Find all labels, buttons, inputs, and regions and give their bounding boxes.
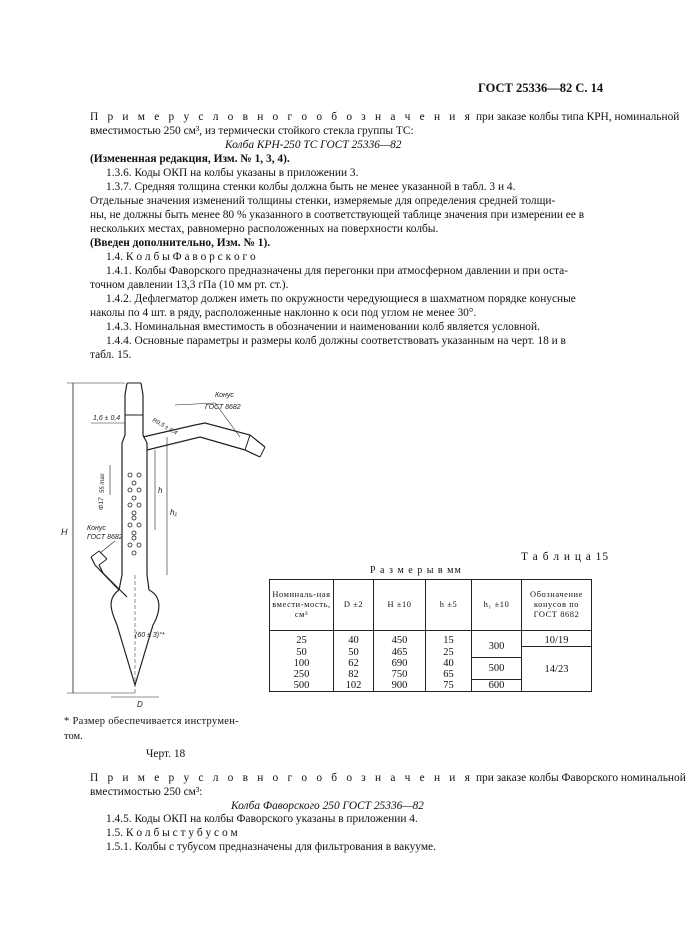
table-cell: 500 (472, 658, 522, 680)
table-cell: 25 (426, 647, 472, 658)
clause-1-3-7: 1.3.7. Средняя толщина стенки колбы должна быть не менее указанной в табл. 3 и 4. (106, 181, 516, 193)
table-cell: 250 (270, 669, 334, 680)
clause-1-4-4: 1.4.4. Основные параметры и размеры колб должны соответствовать указанным на черт. 18 и в (106, 335, 566, 347)
table-cell: 450 (374, 631, 426, 647)
table-cell: 40 (426, 658, 472, 669)
table-row (270, 647, 592, 658)
table-cell: 50 (270, 647, 334, 658)
text-line: Отдельные значения изменений толщины стенки, измеряемые для определения средней толщи- (90, 195, 556, 207)
example-label: П р и м е р у с л о в н о г о о б о з н а ч е н и я (90, 111, 474, 123)
table-cell: 40 (334, 631, 374, 647)
amendment-note: (Введен дополнительно, Изм. № 1). (90, 237, 271, 249)
designation-example: Колба КРН-250 ТС ГОСТ 25336—82 (225, 139, 402, 151)
dim-r05-label: R0,5 ± 0,4 (151, 417, 178, 437)
section-heading-1-4: 1.4. К о л б ы Ф а в о р с к о г о (106, 251, 256, 263)
table-cell: 82 (334, 669, 374, 680)
table-cell: 62 (334, 658, 374, 669)
table-cell: 75 (426, 680, 472, 692)
dim-h-label: h (158, 486, 163, 495)
table-cell: 900 (374, 680, 426, 692)
table-cell: 750 (374, 669, 426, 680)
col-header-H: H ±10 (374, 580, 426, 631)
text-line: вместимостью 250 см³: (90, 786, 203, 798)
clause-1-4-2: 1.4.2. Дефлегматор должен иметь по окружности чередующиеся в шахматном порядке конусные (106, 293, 576, 305)
table-cell: 500 (270, 680, 334, 692)
dim-D-label: D (137, 700, 143, 709)
text-line: точном давлении 13,3 гПа (10 мм рт. ст.). (90, 279, 289, 291)
text-line: наколы по 4 шт. в ряду, расположенные наклонно к оси под углом не менее 30°. (90, 307, 477, 319)
favorsky-flask-drawing (55, 375, 275, 710)
table-cell: 25 (270, 631, 334, 647)
section-heading-1-5: 1.5. К о л б ы с т у б у с о м (106, 827, 238, 839)
footnote: * Размер обеспечивается инструмен- (64, 716, 239, 727)
table-cell: 102 (334, 680, 374, 692)
text-line: нескольких местах, равномерно расположенных на поверхности колбы. (90, 223, 439, 235)
clause-1-4-5: 1.4.5. Коды ОКП на колбы Фаворского указаны в приложении 4. (106, 813, 418, 825)
example-label: П р и м е р у с л о в н о г о о б о з н а ч е н и я (90, 772, 474, 784)
dim-h1-label: h₁ (170, 508, 177, 517)
table-cell: 690 (374, 658, 426, 669)
dim-phi17-label: Φ17 (98, 497, 105, 510)
table-cell: 465 (374, 647, 426, 658)
figure-caption: Черт. 18 (146, 748, 186, 760)
example-text: при заказе колбы Фаворского номинальной (475, 772, 686, 784)
text-line: табл. 15. (90, 349, 132, 361)
dim-1-6-label: 1,6 ± 0,4 (93, 415, 121, 422)
table-15 (269, 579, 592, 692)
table-cell: 300 (472, 631, 522, 658)
amendment-note: (Измененная редакция, Изм. № 1, 3, 4). (90, 153, 290, 165)
col-header-capacity: Номиналь-ная вмести-мость, см³ (270, 580, 334, 631)
col-header-h: h ±5 (426, 580, 472, 631)
dim-H-label: H (61, 527, 68, 537)
example-heading (90, 111, 679, 124)
table-cell: 100 (270, 658, 334, 669)
cone-label-top: Конус (215, 392, 234, 399)
table-cell: 15 (426, 631, 472, 647)
cone-label-top-std: ГОСТ 8682 (205, 404, 241, 411)
table-cell: 14/23 (522, 647, 592, 692)
clause-1-4-1: 1.4.1. Колбы Фаворского предназначены для перегонки при атмосферном давлении и при оста- (106, 265, 569, 277)
table-cell: 65 (426, 669, 472, 680)
text-line: вместимостью 250 см³, из термически стойкого стекла группы ТС: (90, 125, 414, 137)
footnote-cont: том. (64, 731, 83, 742)
clause-1-5-1: 1.5.1. Колбы с тубусом предназначены для фильтрования в вакууме. (106, 841, 436, 853)
dim-angle-label: (60 ± 3)°* (135, 632, 165, 639)
text-line: ны, не должны быть менее 80 % указанного в соответствующей таблице значения при измерении ее в (90, 209, 585, 221)
clause-1-3-6: 1.3.6. Коды ОКП на колбы указаны в приложении 3. (106, 167, 359, 179)
cone-label-left-std: ГОСТ 8682 (87, 534, 123, 541)
table-title: Т а б л и ц а 15 (521, 551, 610, 563)
example-text: при заказе колбы типа КРН, номинальной (475, 111, 680, 123)
table-row (270, 631, 592, 647)
table-subtitle: Р а з м е р ы в мм (370, 565, 462, 576)
col-header-cone: Обозначение конусов по ГОСТ 8682 (522, 580, 592, 631)
clause-1-4-3: 1.4.3. Номинальная вместимость в обозначении и наименовании колб является условной. (106, 321, 540, 333)
col-header-D: D ±2 (334, 580, 374, 631)
table-cell: 600 (472, 680, 522, 692)
table-cell: 50 (334, 647, 374, 658)
dim-55-label: 55 max (100, 473, 106, 493)
table-cell: 10/19 (522, 631, 592, 647)
page-header: ГОСТ 25336—82 С. 14 (478, 81, 604, 95)
designation-example: Колба Фаворского 250 ГОСТ 25336—82 (231, 800, 424, 812)
example-heading (90, 772, 686, 785)
col-header-h1: h₁ ±10 (472, 580, 522, 631)
cone-label-left: Конус (87, 525, 106, 532)
